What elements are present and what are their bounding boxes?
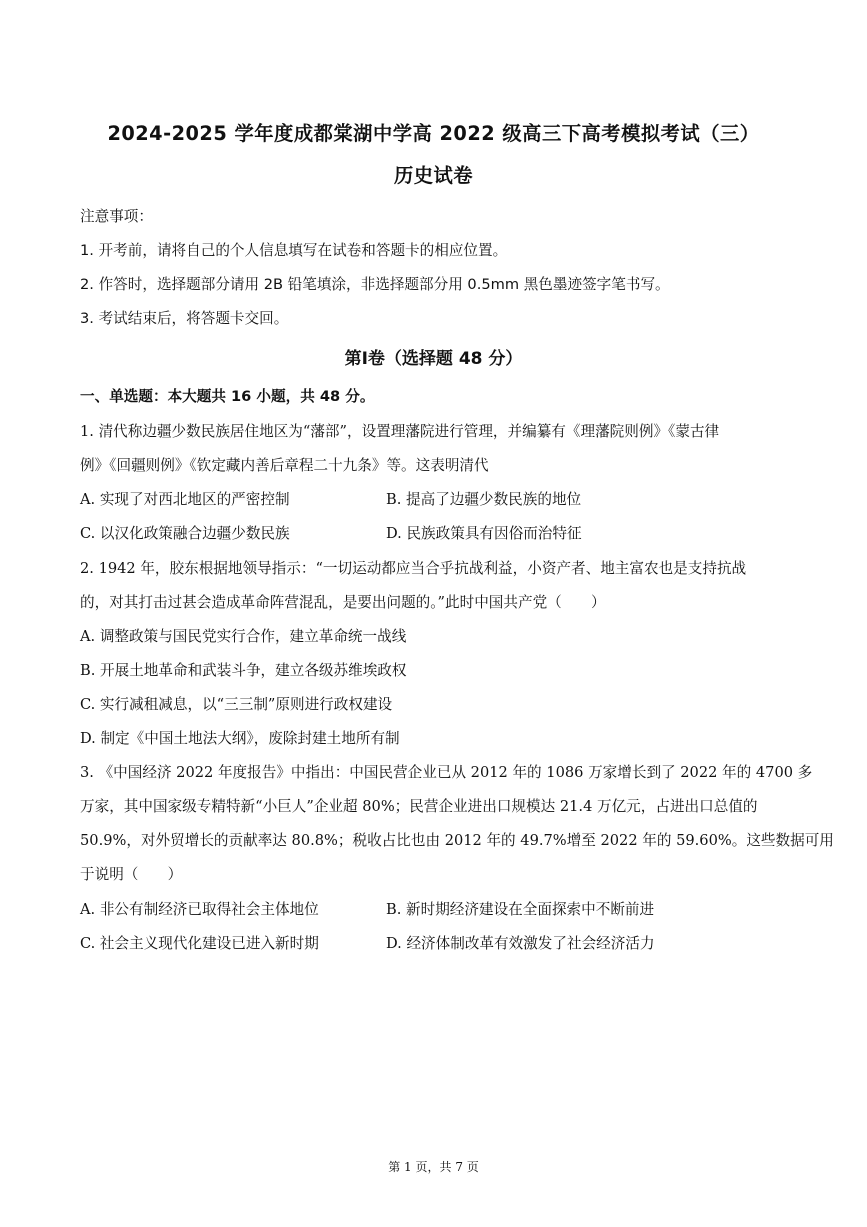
notice-item-2: 2. 作答时，选择题部分请用 2B 铅笔填涂，非选择题部分用 0.5mm 黑色墨迹签字笔书写。 [80,276,670,293]
question-1-line-1: 1. 清代称边疆少数民族居住地区为“藩部”，设置理藩院进行管理，并编纂有《理藩院则例》《蒙古律 [80,423,720,440]
page-number: 第 1 页，共 7 页 [388,1160,479,1174]
question-2-option-a: A. 调整政策与国民党实行合作，建立革命统一战线 [80,628,407,645]
question-3-option-d: D. 经济体制改革有效激发了社会经济活力 [386,935,655,952]
question-2-option-c: C. 实行减租减息，以“三三制”原则进行政权建设 [80,696,393,713]
question-2-option-d: D. 制定《中国土地法大纲》，废除封建土地所有制 [80,730,400,747]
question-2-option-b: B. 开展土地革命和武装斗争，建立各级苏维埃政权 [80,662,407,679]
question-1-option-a: A. 实现了对西北地区的严密控制 [80,491,290,508]
question-1-line-2: 例》《回疆则例》《钦定藏内善后章程二十九条》等。这表明清代 [80,457,489,474]
notice-item-1: 1. 开考前，请将自己的个人信息填写在试卷和答题卡的相应位置。 [80,242,508,259]
part-heading: 一、单选题：本大题共 16 小题，共 48 分。 [80,388,375,405]
question-3-line-3: 50.9%，对外贸增长的贡献率达 80.8%；税收占比也由 2012 年的 49.7%增至 2022 年的 59.60%。这些数据可用 [80,832,834,849]
question-1-option-b: B. 提高了边疆少数民族的地位 [386,491,582,508]
exam-title: 2024-2025 学年度成都棠湖中学高 2022 级高三下高考模拟考试（三） [107,122,760,145]
question-3-line-2: 万家，其中国家级专精特新“小巨人”企业超 80%；民营企业进出口规模达 21.4 万亿元，占进出口总值的 [80,798,758,815]
section-title: 第Ⅰ卷（选择题 48 分） [344,349,523,369]
question-1-option-d: D. 民族政策具有因俗而治特征 [386,525,582,542]
question-3-line-4: 于说明（ ） [80,866,183,883]
exam-subject-title: 历史试卷 [393,164,474,187]
question-2-line-1: 2. 1942 年，胶东根据地领导指示：“一切运动都应当合乎抗战利益，小资产者、地主富农也是支持抗战 [80,560,747,577]
question-3-option-b: B. 新时期经济建设在全面探索中不断前进 [386,901,655,918]
question-3-option-a: A. 非公有制经济已取得社会主体地位 [80,901,319,918]
question-3-line-1: 3. 《中国经济 2022 年度报告》中指出：中国民营企业已从 2012 年的 1086 万家增长到了 2022 年的 4700 多 [80,764,813,781]
notice-item-3: 3. 考试结束后，将答题卡交回。 [80,310,289,327]
question-1-option-c: C. 以汉化政策融合边疆少数民族 [80,525,290,542]
question-3-option-c: C. 社会主义现代化建设已进入新时期 [80,935,319,952]
question-2-line-2: 的，对其打击过甚会造成革命阵营混乱，是要出问题的。”此时中国共产党（ ） [80,594,606,611]
notice-heading: 注意事项： [80,208,153,225]
